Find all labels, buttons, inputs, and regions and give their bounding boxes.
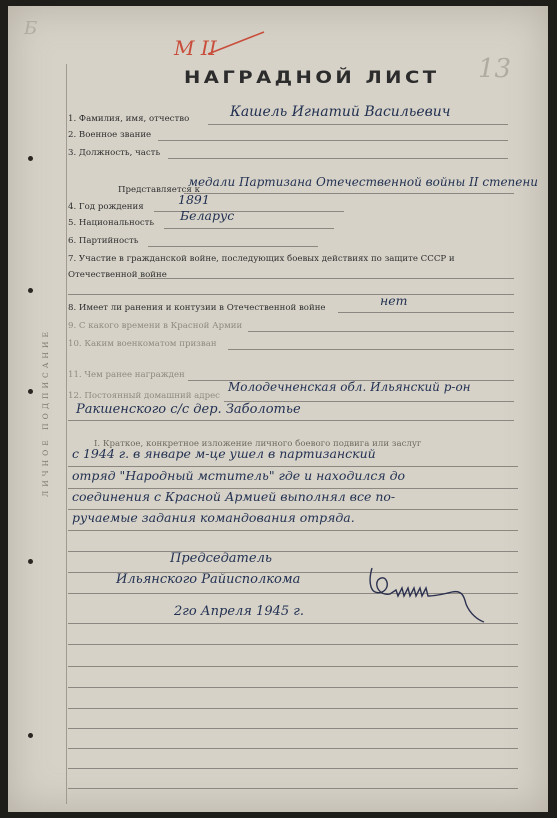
field-value-name: Кашель Игнатий Васильевич bbox=[230, 104, 451, 120]
field-value-award: медали Партизана Отечественной войны II степени bbox=[188, 175, 539, 189]
field-value-address: Молодечненская обл. Ильянский р-он bbox=[228, 380, 471, 394]
narrative-line: с 1944 г. в январе м-це ушел в партизанский bbox=[72, 446, 376, 461]
field-value-nationality: Беларус bbox=[180, 208, 235, 223]
field-label-army-since: 9. С какого времени в Красной Армии bbox=[68, 321, 243, 331]
binding-hole bbox=[28, 389, 33, 394]
field-label-draft-office: 10. Каким военкоматом призван bbox=[68, 339, 217, 349]
binding-hole bbox=[28, 733, 33, 738]
field-label-prior-awards: 11. Чем ранее награжден bbox=[68, 370, 185, 380]
binding-hole bbox=[28, 156, 33, 161]
binding-hole bbox=[28, 559, 33, 564]
signatory-organization: Ильянского Райисполкома bbox=[116, 572, 301, 587]
red-annotation: М II bbox=[174, 36, 217, 60]
left-margin-rule bbox=[66, 64, 67, 804]
section-heading: I. Краткое, конкретное изложение личного боевого подвига или заслуг bbox=[94, 439, 422, 449]
corner-mark-left: Б bbox=[24, 18, 38, 39]
field-label-wounds: 8. Имеет ли ранения и контузии в Отечественной войне bbox=[68, 303, 326, 313]
red-underline bbox=[206, 28, 266, 58]
field-label-name: 1. Фамилия, имя, отчество bbox=[68, 114, 190, 124]
field-label-war-participation: 7. Участие в гражданской войне, последующих боевых действиях по защите СССР и Отечественной войне bbox=[68, 254, 455, 280]
field-value-address-line2: Ракшенского с/с дер. Заболотье bbox=[76, 402, 301, 417]
signature-date: 2го Апреля 1945 г. bbox=[174, 604, 304, 619]
narrative-line: ручаемые задания командования отряда. bbox=[72, 510, 355, 525]
field-label-address: 12. Постоянный домашний адрес bbox=[68, 391, 220, 401]
field-label-party: 6. Партийность bbox=[68, 236, 139, 246]
field-label-award: Представляется к bbox=[118, 185, 200, 195]
narrative-line: соединения с Красной Армией выполнял все по- bbox=[72, 489, 396, 504]
award-document bbox=[8, 6, 548, 812]
field-value-wounds: нет bbox=[380, 293, 408, 308]
margin-text: ЛИЧНОЕ ПОДПИСАНИЕ bbox=[41, 328, 50, 497]
document-title: НАГРАДНОЙ ЛИСТ bbox=[184, 68, 440, 88]
field-label-position: 3. Должность, часть bbox=[68, 148, 161, 158]
handwritten-signature bbox=[366, 562, 496, 626]
corner-mark-right: 13 bbox=[478, 54, 512, 84]
field-label-rank: 2. Военное звание bbox=[68, 130, 152, 140]
field-label-birth-year: 4. Год рождения bbox=[68, 202, 144, 212]
binding-hole bbox=[28, 288, 33, 293]
field-value-birth-year: 1891 bbox=[178, 192, 210, 207]
signatory-title: Председатель bbox=[170, 551, 272, 566]
field-label-nationality: 5. Национальность bbox=[68, 218, 155, 228]
narrative-line: отряд "Народный мститель" где и находился до bbox=[72, 468, 406, 483]
